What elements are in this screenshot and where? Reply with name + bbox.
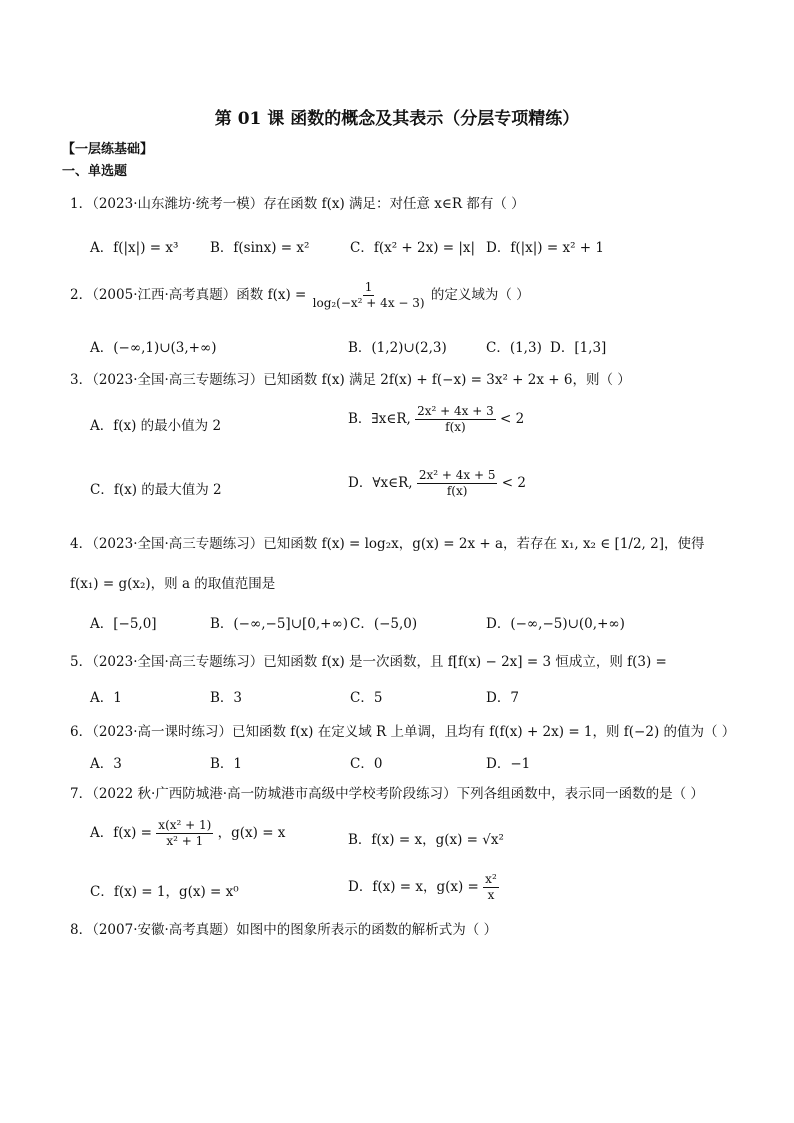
q2-fraction-num: 1 [364, 280, 373, 294]
q1-option-b: B．f(sinx) = x² [210, 240, 310, 256]
q3-d-suffix: < 2 [501, 475, 526, 491]
question-4: 4．（2023·全国·高三专题练习）已知函数 f(x) = log₂x，g(x) = 2x + a，若存在 x₁, x₂ ∈ [1/2, 2]，使得 [70, 536, 705, 552]
q2-option-c: C．(1,3) [486, 340, 542, 356]
q7-a-suffix: ，g(x) = x [217, 825, 286, 841]
q7-option-c: C．f(x) = 1，g(x) = x⁰ [90, 884, 239, 900]
q3-b-num: 2x² + 4x + 3 [417, 404, 494, 418]
q7-d-prefix: D．f(x) = x，g(x) = [348, 879, 479, 895]
question-4-cont: f(x₁) = g(x₂)，则 a 的取值范围是 [70, 576, 276, 592]
q2-suffix: 的定义域为（ ） [430, 287, 530, 303]
q6-option-c: C．0 [350, 756, 383, 772]
q3-option-b [348, 404, 524, 435]
q6-option-a: A．3 [90, 756, 122, 772]
q3-d-num: 2x² + 4x + 5 [418, 468, 496, 482]
q2-prefix: 2．（2005·江西·高考真题）函数 f(x) = [70, 287, 307, 303]
q7-d-den: x [487, 888, 495, 902]
q7-a-prefix: A．f(x) = [90, 825, 152, 841]
section-heading: 一、单选题 [62, 164, 128, 179]
question-5: 5．（2023·全国·高三专题练习）已知函数 f(x) 是一次函数，且 f[f(x) − 2x] = 3 恒成立，则 f(3) = [70, 654, 667, 670]
q2-option-b: B．(1,2)∪(2,3) [348, 340, 447, 356]
q4-option-d: D．(−∞,−5)∪(0,+∞) [486, 616, 625, 632]
q5-option-c: C．5 [350, 690, 383, 706]
level-heading: 【一层练基础】 [62, 142, 154, 157]
q1-option-c: C．f(x² + 2x) = |x| [350, 240, 476, 256]
question-7: 7．（2022 秋·广西防城港·高一防城港市高级中学校考阶段练习）下列各组函数中，表示同一函数的是（ ） [70, 786, 704, 802]
q5-option-b: B．3 [210, 690, 243, 706]
q7-option-a [90, 818, 285, 849]
q2-option-d: D．[1,3] [550, 340, 607, 356]
q7-a-fraction [156, 818, 213, 849]
q5-option-a: A．1 [90, 690, 122, 706]
q7-option-b: B．f(x) = x，g(x) = √x² [348, 832, 504, 848]
q3-b-prefix: B．∃x∈R, [348, 411, 411, 427]
q3-d-den: f(x) [446, 484, 468, 498]
question-1: 1．（2023·山东潍坊·统考一模）存在函数 f(x) 满足：对任意 x∈R 都有（ ） [70, 196, 525, 212]
q7-d-fraction [483, 872, 499, 903]
q3-b-den: f(x) [445, 420, 466, 434]
question-8: 8．（2007·安徽·高考真题）如图中的图象所表示的函数的解析式为（ ） [70, 922, 498, 938]
q3-b-fraction [415, 404, 496, 435]
q3-d-prefix: D．∀x∈R, [348, 475, 413, 491]
q3-option-d [348, 468, 526, 499]
q3-d-fraction [417, 468, 498, 499]
q6-option-d: D．−1 [486, 756, 531, 772]
q3-b-suffix: < 2 [500, 411, 525, 427]
q1-option-a: A．f(|x|) = x³ [90, 240, 179, 256]
question-3: 3．（2023·全国·高三专题练习）已知函数 f(x) 满足 2f(x) + f(−x) = 3x² + 2x + 6，则（ ） [70, 372, 631, 388]
q4-option-b: B．(−∞,−5]∪[0,+∞) [210, 616, 348, 632]
question-2 [70, 280, 530, 311]
q2-option-a: A．(−∞,1)∪(3,+∞) [90, 340, 217, 356]
q4-option-c: C．(−5,0) [350, 616, 418, 632]
q2-fraction-den: log₂(−x² + 4x − 3) [312, 296, 425, 310]
q7-option-d [348, 872, 499, 903]
q4-option-a: A．[−5,0] [90, 616, 157, 632]
page-title: 第 01 课 函数的概念及其表示（分层专项精练） [214, 109, 580, 129]
q7-d-num: x² [485, 872, 497, 886]
q3-option-a: A．f(x) 的最小值为 2 [90, 418, 222, 434]
q1-option-d: D．f(|x|) = x² + 1 [486, 240, 604, 256]
question-6: 6．（2023·高一课时练习）已知函数 f(x) 在定义域 R 上单调，且均有 f(f(x) + 2x) = 1，则 f(−2) 的值为（ ） [70, 724, 736, 740]
q3-option-c: C．f(x) 的最大值为 2 [90, 482, 222, 498]
q7-a-den: x² + 1 [166, 834, 204, 848]
q6-option-b: B．1 [210, 756, 243, 772]
q5-option-d: D．7 [486, 690, 519, 706]
q7-a-num: x(x² + 1) [158, 818, 212, 832]
q2-fraction [311, 280, 427, 311]
